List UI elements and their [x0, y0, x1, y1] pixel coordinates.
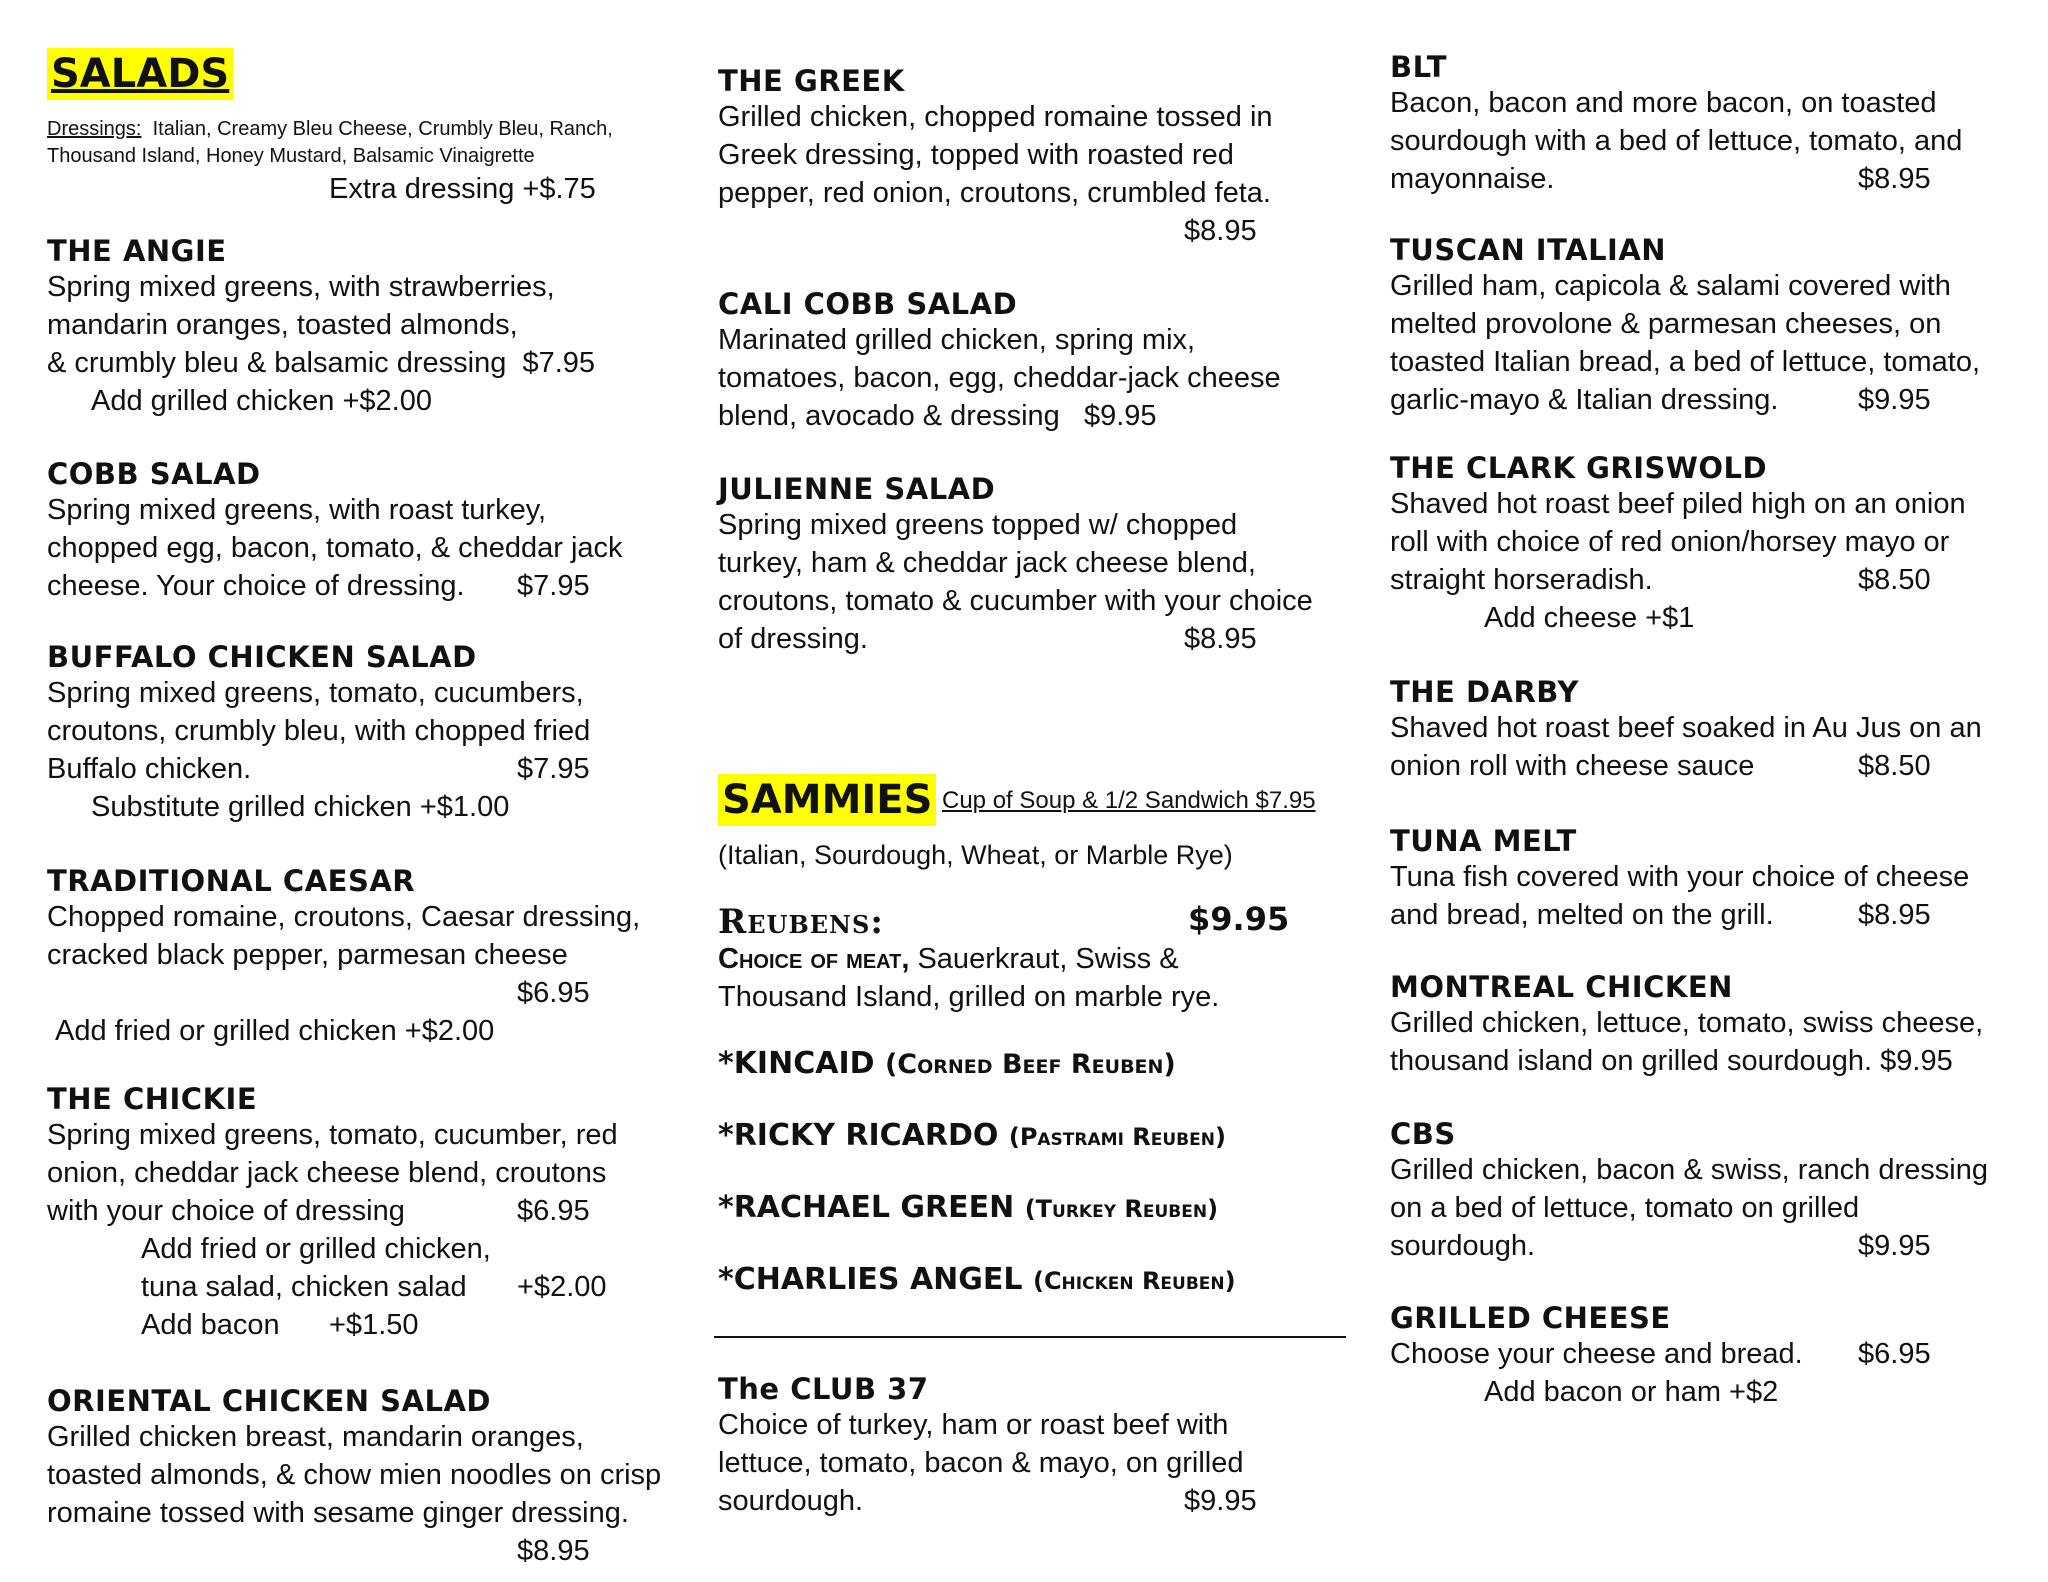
item-desc-line: Spring mixed greens, with roast turkey,	[47, 494, 547, 526]
item-desc-line: sourdough. $9.95	[1390, 1227, 2010, 1265]
menu-item-julienne-salad	[718, 472, 1338, 658]
item-desc-line: Grilled chicken, chopped romaine tossed in	[718, 101, 1273, 133]
menu-item-blt	[1390, 50, 2010, 198]
item-desc-line: onion, cheddar jack cheese blend, croutons	[47, 1157, 607, 1189]
reubens-lead: Choice of meat,	[718, 943, 910, 975]
menu-item-the-greek	[718, 64, 1273, 250]
item-price: $9.95	[1184, 1485, 1257, 1517]
item-desc-line: Grilled ham, capicola & salami covered with	[1390, 270, 1951, 302]
item-price: $6.95	[517, 1195, 590, 1227]
item-desc-line: cheese. Your choice of dressing. $7.95	[47, 567, 607, 605]
item-desc-line: pepper, red onion, croutons, crumbled feta.	[718, 177, 1271, 209]
menu-item-tuna-melt	[1390, 824, 2010, 934]
item-desc-line: toasted almonds, & chow mien noodles on crisp	[47, 1459, 662, 1491]
item-desc-line: with your choice of dressing $6.95	[47, 1192, 607, 1230]
item-addon: Add bacon +$1.50	[47, 1306, 761, 1344]
item-desc-line: and bread, melted on the grill. $8.95	[1390, 896, 2010, 934]
menu-item-montreal-chicken	[1390, 970, 1983, 1080]
item-desc-line: onion roll with cheese sauce $8.50	[1390, 747, 2010, 785]
menu-item-the-chickie	[47, 1082, 761, 1344]
item-desc-line: melted provolone & parmesan cheeses, on	[1390, 308, 1942, 340]
menu-item-cali-cobb-salad	[718, 287, 1281, 435]
item-name: TUNA MELT	[1390, 824, 1577, 858]
item-desc-line: Greek dressing, topped with roasted red	[718, 139, 1234, 171]
item-name: MONTREAL CHICKEN	[1390, 970, 1733, 1004]
item-name: BUFFALO CHICKEN SALAD	[47, 640, 477, 674]
item-addon: Add bacon or ham +$2	[1484, 1376, 1779, 1408]
item-desc-line: Grilled chicken breast, mandarin oranges,	[47, 1421, 584, 1453]
item-addon: Add grilled chicken +$2.00	[91, 385, 432, 417]
sammies-section-title-wrap	[718, 774, 936, 826]
divider	[714, 1336, 1346, 1338]
item-name: CBS	[1390, 1117, 1456, 1151]
item-price: $8.95	[1858, 163, 1931, 195]
item-desc-line: lettuce, tomato, bacon & mayo, on grilled	[718, 1447, 1244, 1479]
item-desc-line: Spring mixed greens, with strawberries,	[47, 271, 555, 303]
item-price: $8.50	[1858, 564, 1931, 596]
item-name: GRILLED CHEESE	[1390, 1301, 1671, 1335]
item-desc-line: croutons, crumbly bleu, with chopped fried	[47, 715, 591, 747]
menu-item-traditional-caesar	[47, 864, 640, 1050]
item-desc-line: Tuna fish covered with your choice of cheese	[1390, 861, 1970, 893]
item-desc-line: straight horseradish. $8.50	[1390, 561, 2010, 599]
item-desc-line: Spring mixed greens, tomato, cucumber, red	[47, 1119, 618, 1151]
item-desc-line: Marinated grilled chicken, spring mix,	[718, 324, 1196, 356]
item-price: $8.95	[1858, 899, 1931, 931]
item-desc-line: sourdough with a bed of lettuce, tomato, and	[1390, 125, 1963, 157]
item-desc-line: on a bed of lettuce, tomato on grilled	[1390, 1192, 1860, 1224]
item-desc-line: thousand island on grilled sourdough. $9.95	[1390, 1045, 1953, 1077]
menu-item-tuscan-italian	[1390, 233, 2010, 419]
item-desc-line: Spring mixed greens topped w/ chopped	[718, 509, 1238, 541]
item-name: JULIENNE SALAD	[718, 472, 996, 506]
item-desc-line: garlic-mayo & Italian dressing. $9.95	[1390, 381, 2010, 419]
item-addon: Add fried or grilled chicken,	[141, 1233, 491, 1265]
item-desc-line: tomatoes, bacon, egg, cheddar-jack cheese	[718, 362, 1281, 394]
item-name: COBB SALAD	[47, 457, 261, 491]
menu-item-buffalo-chicken-salad	[47, 640, 607, 826]
reuben-rachael-green: *RACHAEL GREEN (Turkey Reuben)	[718, 1190, 1219, 1225]
item-price: $6.95	[1858, 1338, 1931, 1370]
item-name: The CLUB 37	[718, 1372, 929, 1406]
item-desc-line: Shaved hot roast beef piled high on an onion	[1390, 488, 1966, 520]
item-price: $7.95	[517, 753, 590, 785]
menu-item-the-angie	[47, 234, 595, 420]
item-desc-line: roll with choice of red onion/horsey mayo or	[1390, 526, 1950, 558]
item-desc-line: mandarin oranges, toasted almonds,	[47, 309, 518, 341]
item-price: $7.95	[522, 347, 596, 379]
dressings-list-2: Thousand Island, Honey Mustard, Balsamic Vinaigrette	[47, 145, 535, 167]
item-desc-line: & crumbly bleu & balsamic dressing $7.95	[47, 347, 596, 379]
item-addon: tuna salad, chicken salad +$2.00	[47, 1268, 761, 1306]
menu-item-cobb-salad	[47, 457, 623, 605]
item-desc-line: sourdough. $9.95	[718, 1482, 1338, 1520]
item-desc-line: Bacon, bacon and more bacon, on toasted	[1390, 87, 1937, 119]
item-desc-line: cracked black pepper, parmesan cheese	[47, 939, 568, 971]
reuben-kincaid: *KINCAID (Corned Beef Reuben)	[718, 1046, 1176, 1081]
menu-item-oriental-chicken-salad	[47, 1384, 661, 1570]
item-price: $7.95	[517, 570, 590, 602]
dressings-line-1	[47, 116, 613, 142]
soup-combo: Cup of Soup & 1/2 Sandwich $7.95	[942, 787, 1316, 814]
menu-item-cbs	[1390, 1117, 2010, 1265]
item-price: $8.50	[1858, 750, 1931, 782]
reubens-desc-line-2: Thousand Island, grilled on marble rye.	[718, 981, 1220, 1013]
item-name: THE ANGIE	[47, 234, 227, 268]
dressings-label: Dressings:	[47, 118, 142, 140]
item-desc-line: Chopped romaine, croutons, Caesar dressing,	[47, 901, 641, 933]
item-desc-line: of dressing. $8.95	[718, 620, 1338, 658]
item-desc-line: Grilled chicken, lettuce, tomato, swiss cheese,	[1390, 1007, 1984, 1039]
item-desc-line: croutons, tomato & cucumber with your choice	[718, 585, 1313, 617]
item-price: $9.95	[1858, 1230, 1931, 1262]
menu-item-club-37	[718, 1372, 1338, 1520]
salads-section-title: SALADS	[47, 48, 233, 100]
reuben-ricky-ricardo: *RICKY RICARDO (Pastrami Reuben)	[718, 1118, 1226, 1153]
item-name: THE GREEK	[718, 64, 905, 98]
item-desc-line: Grilled chicken, bacon & swiss, ranch dressing	[1390, 1154, 1988, 1186]
item-desc-line: toasted Italian bread, a bed of lettuce, tomato,	[1390, 346, 1981, 378]
item-price: $8.95	[517, 1535, 590, 1567]
salads-section-title-wrap	[47, 48, 233, 100]
menu-item-grilled-cheese	[1390, 1301, 2010, 1411]
menu-item-the-clark-griswold	[1390, 451, 2010, 637]
item-name: CALI COBB SALAD	[718, 287, 1018, 321]
extra-dressing: Extra dressing +$.75	[329, 173, 596, 205]
reubens-price: $9.95	[1188, 900, 1290, 938]
reubens-desc-line-1: Choice of meat, Sauerkraut, Swiss &	[718, 943, 1179, 975]
item-name: THE DARBY	[1390, 675, 1579, 709]
reubens-title: Reubens:	[718, 902, 884, 942]
item-addon: Add cheese +$1	[1484, 602, 1695, 634]
item-desc-line: Spring mixed greens, tomato, cucumbers,	[47, 677, 584, 709]
item-price: $8.95	[1184, 215, 1257, 247]
item-name: TRADITIONAL CAESAR	[47, 864, 416, 898]
item-name: THE CHICKIE	[47, 1082, 258, 1116]
item-desc-line: blend, avocado & dressing $9.95	[718, 400, 1157, 432]
sammies-section-title: SAMMIES	[718, 774, 936, 826]
item-name: BLT	[1390, 50, 1448, 84]
item-desc-line: turkey, ham & cheddar jack cheese blend,	[718, 547, 1256, 579]
item-desc-line: Choose your cheese and bread. $6.95	[1390, 1335, 2010, 1373]
item-desc-line: Choice of turkey, ham or roast beef with	[718, 1409, 1229, 1441]
menu-item-the-darby	[1390, 675, 2010, 785]
item-desc-line: Shaved hot roast beef soaked in Au Jus on an	[1390, 712, 1982, 744]
item-addon-price: +$2.00	[517, 1271, 607, 1303]
dressings-list-1: Italian, Creamy Bleu Cheese, Crumbly Bleu, Ranch,	[152, 118, 613, 140]
item-price: $9.95	[1083, 400, 1157, 432]
item-price: $9.95	[1858, 384, 1931, 416]
item-desc-line: mayonnaise. $8.95	[1390, 160, 2010, 198]
item-desc-line: chopped egg, bacon, tomato, & cheddar jack	[47, 532, 623, 564]
item-addon: Substitute grilled chicken +$1.00	[91, 791, 510, 823]
item-addon-price: +$1.50	[329, 1309, 419, 1341]
item-addon: Add fried or grilled chicken +$2.00	[55, 1015, 495, 1047]
bread-choices: (Italian, Sourdough, Wheat, or Marble Rye)	[718, 840, 1233, 870]
item-price: $8.95	[1184, 623, 1257, 655]
item-name: THE CLARK GRISWOLD	[1390, 451, 1768, 485]
item-price: $6.95	[517, 977, 590, 1009]
reuben-charlies-angel: *CHARLIES ANGEL (Chicken Reuben)	[718, 1262, 1236, 1297]
item-desc-line: romaine tossed with sesame ginger dressing.	[47, 1497, 629, 1529]
item-name: TUSCAN ITALIAN	[1390, 233, 1667, 267]
item-name: ORIENTAL CHICKEN SALAD	[47, 1384, 492, 1418]
item-desc-line: Buffalo chicken. $7.95	[47, 750, 607, 788]
